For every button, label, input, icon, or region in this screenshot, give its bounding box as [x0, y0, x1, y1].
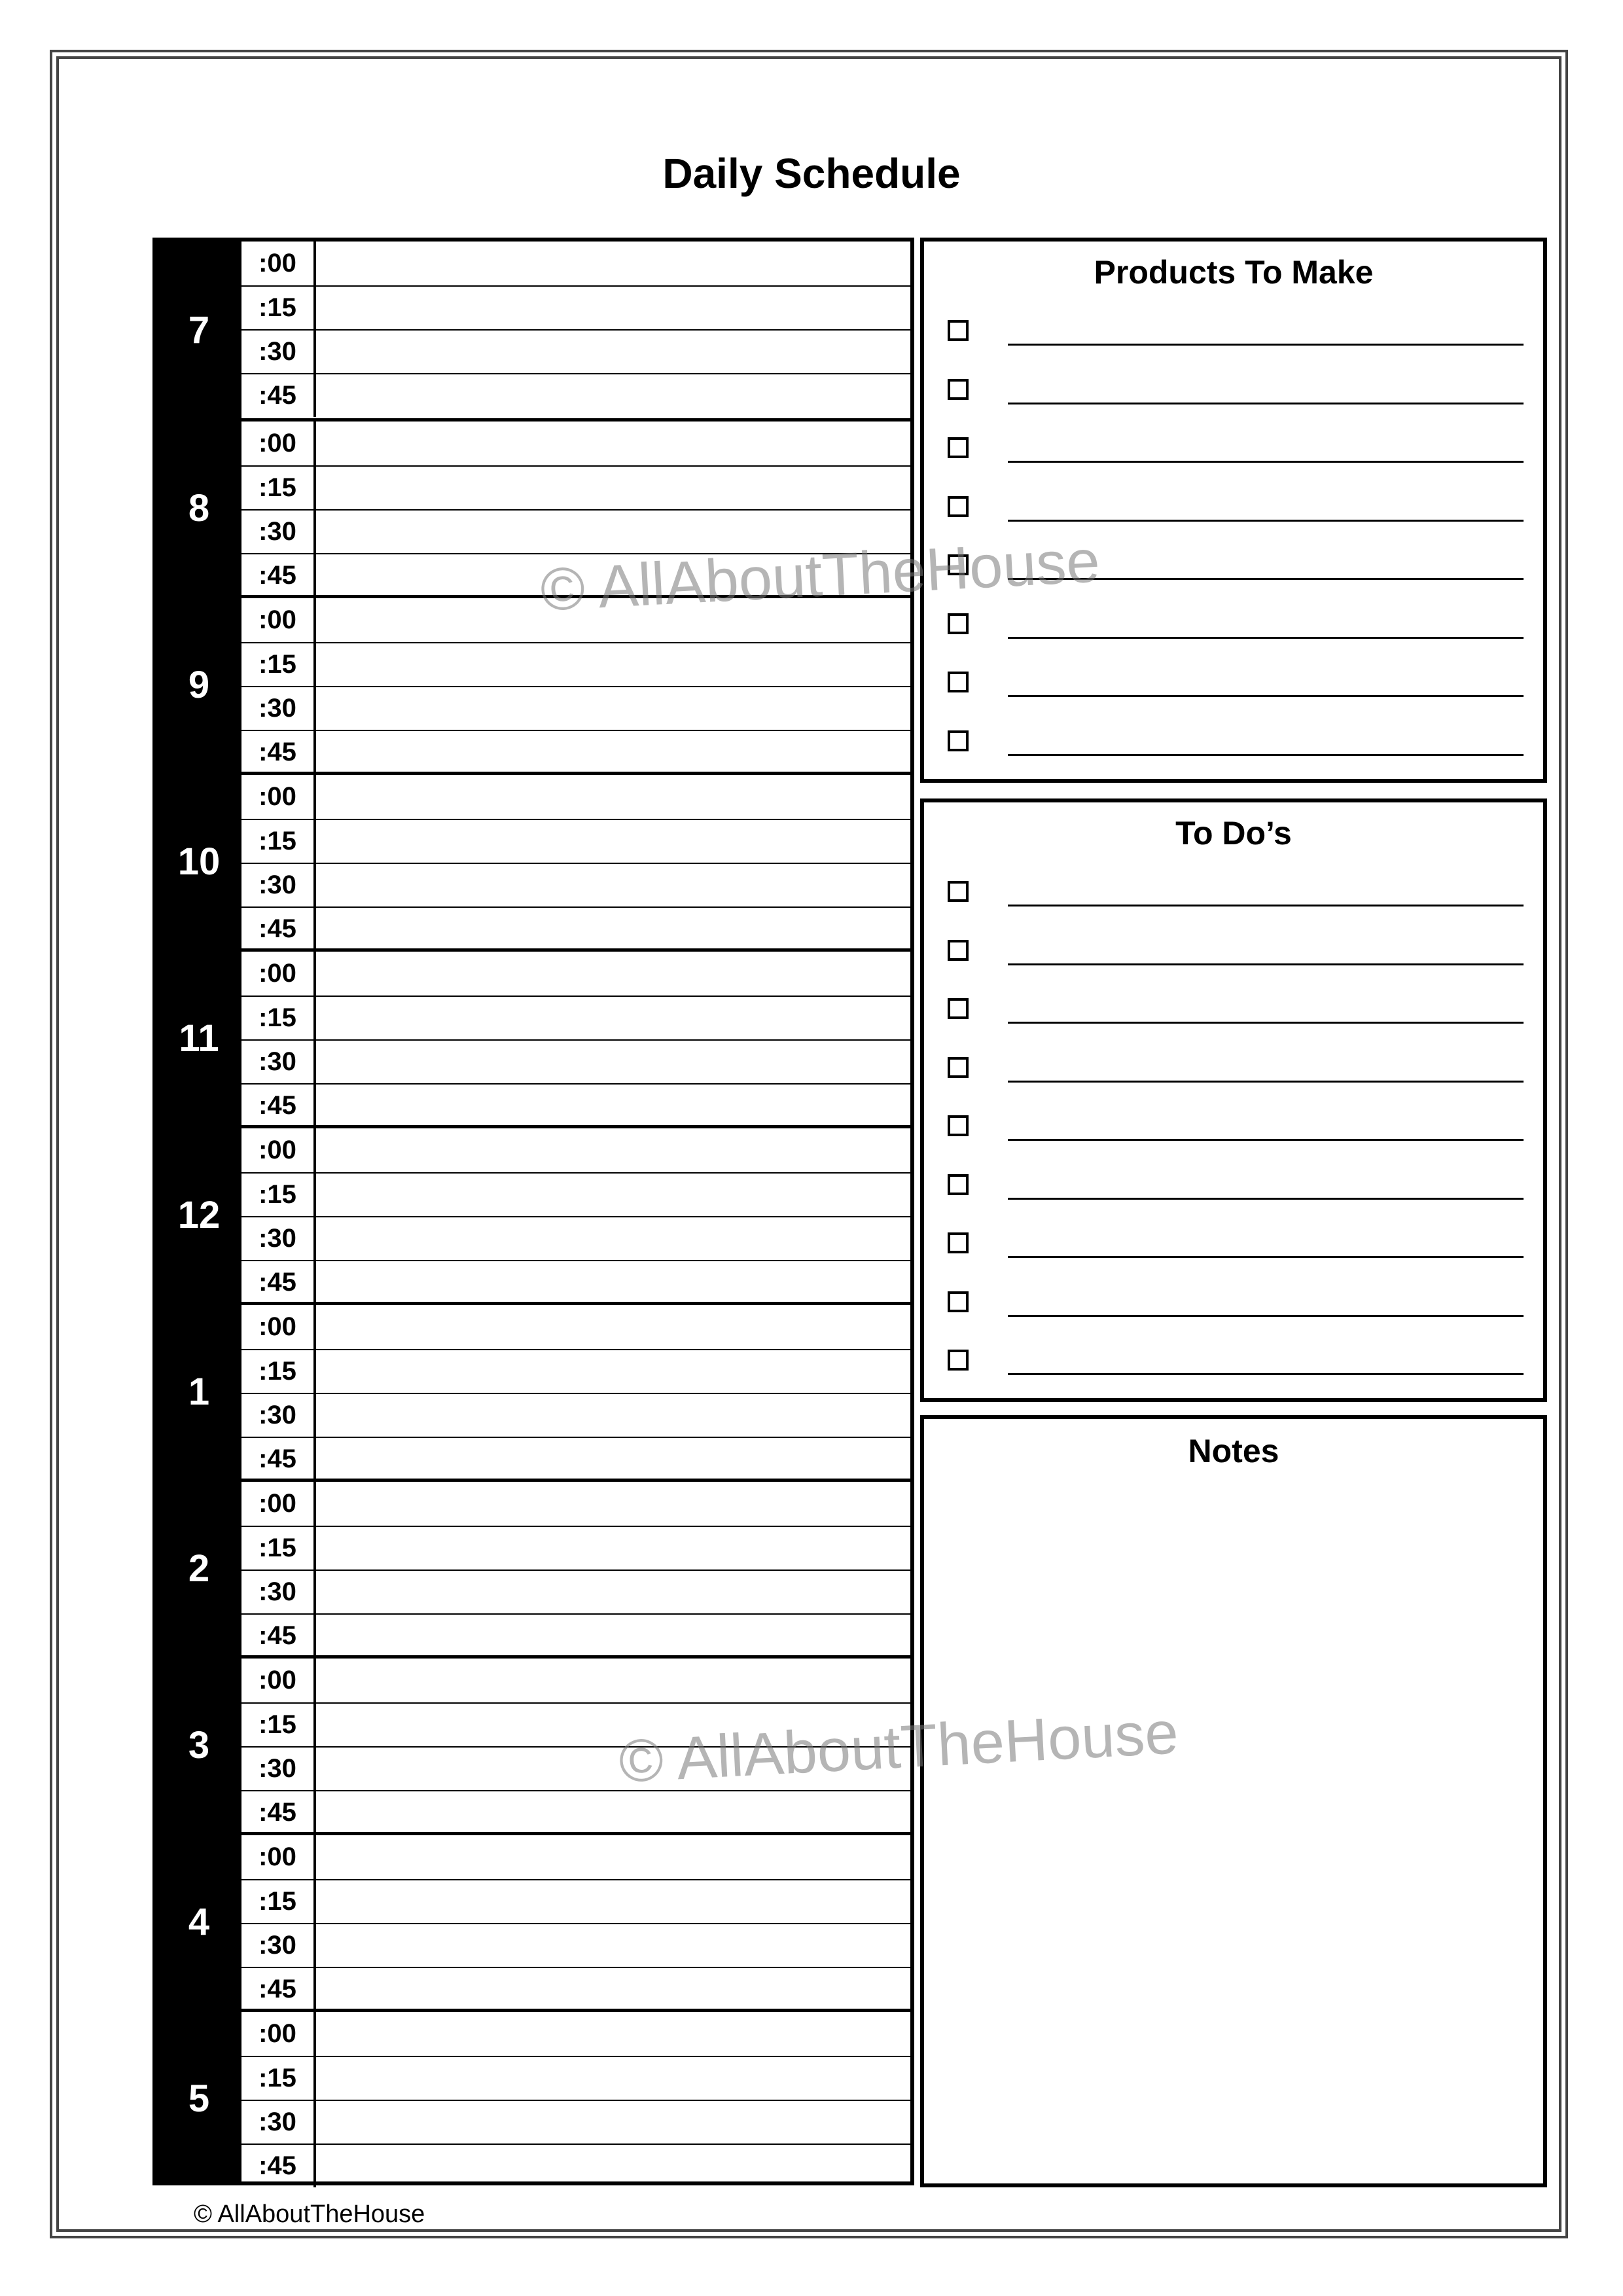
minute-label: :45: [241, 1791, 316, 1834]
todo-item: [948, 1342, 1524, 1381]
hour-block: [156, 1832, 910, 2009]
checkbox[interactable]: [948, 496, 969, 517]
checkbox[interactable]: [948, 881, 969, 902]
minute-label: :30: [241, 1748, 316, 1790]
checkbox[interactable]: [948, 554, 969, 575]
time-slot: [241, 1216, 910, 1260]
slot-entry-field[interactable]: [316, 1748, 910, 1790]
page-title: Daily Schedule: [662, 150, 961, 197]
write-line[interactable]: [1008, 963, 1524, 965]
write-line[interactable]: [1008, 637, 1524, 639]
time-slot: [241, 642, 910, 686]
write-line[interactable]: [1008, 1198, 1524, 1200]
time-slot: [241, 1393, 910, 1437]
write-line[interactable]: [1008, 403, 1524, 404]
hour-label: 4: [156, 1835, 241, 2009]
time-slot: [241, 2056, 910, 2100]
hour-block: [156, 1655, 910, 1832]
minute-label: :45: [241, 1261, 316, 1304]
time-slot: [241, 422, 910, 465]
checkbox[interactable]: [948, 998, 969, 1019]
slot-entry-field[interactable]: [316, 1128, 910, 1172]
products-panel: [920, 238, 1547, 783]
slot-entry-field[interactable]: [316, 1835, 910, 1879]
slot-entry-field[interactable]: [316, 554, 910, 597]
slot-entry-field[interactable]: [316, 820, 910, 863]
slot-entry-field[interactable]: [316, 1924, 910, 1967]
time-slot: [241, 1790, 910, 1834]
write-line[interactable]: [1008, 754, 1524, 756]
time-slot: [241, 952, 910, 996]
write-line[interactable]: [1008, 520, 1524, 522]
slot-entry-field[interactable]: [316, 242, 910, 285]
time-slot: [241, 598, 910, 642]
footer-copyright: © AllAboutTheHouse: [194, 2200, 425, 2228]
slot-entry-field[interactable]: [316, 1217, 910, 1260]
minute-label: :45: [241, 731, 316, 774]
minute-label: :30: [241, 1041, 316, 1083]
time-slot: [241, 1923, 910, 1967]
write-line[interactable]: [1008, 695, 1524, 697]
checkbox[interactable]: [948, 320, 969, 341]
time-slot: [241, 819, 910, 863]
minute-label: :45: [241, 554, 316, 597]
products-item: [948, 312, 1524, 351]
checkbox[interactable]: [948, 1291, 969, 1312]
slot-entry-field[interactable]: [316, 2057, 910, 2100]
slot-entry-field[interactable]: [316, 1968, 910, 2011]
schedule-grid: [152, 238, 914, 2185]
minute-label: :15: [241, 1880, 316, 1923]
minute-label: :15: [241, 1350, 316, 1393]
products-item: [948, 605, 1524, 645]
slot-entry-field[interactable]: [316, 422, 910, 465]
slot-entry-field[interactable]: [316, 374, 910, 417]
time-slot: [241, 373, 910, 417]
slot-entry-field[interactable]: [316, 952, 910, 996]
time-slot: [241, 1128, 910, 1172]
minute-label: :15: [241, 1527, 316, 1570]
time-slot: [241, 2144, 910, 2187]
watermark-bottom: © AllAboutTheHouse: [617, 1699, 1180, 1795]
hour-label: 9: [156, 598, 241, 772]
minute-label: :30: [241, 687, 316, 730]
time-slot: [241, 1083, 910, 1127]
minute-label: :30: [241, 2101, 316, 2144]
minute-label: :00: [241, 1835, 316, 1879]
minute-label: :30: [241, 331, 316, 373]
slot-entry-field[interactable]: [316, 643, 910, 686]
hour-label: 2: [156, 1482, 241, 1655]
minute-label: :00: [241, 1659, 316, 1702]
time-slot: [241, 1305, 910, 1349]
hour-label: 11: [156, 952, 241, 1125]
hour-label: 3: [156, 1659, 241, 1832]
write-line[interactable]: [1008, 1373, 1524, 1375]
time-slot: [241, 1659, 910, 1702]
minute-label: :15: [241, 643, 316, 686]
products-item: [948, 547, 1524, 586]
slot-entry-field[interactable]: [316, 511, 910, 553]
products-item: [948, 664, 1524, 703]
checkbox[interactable]: [948, 379, 969, 400]
minute-label: :30: [241, 1924, 316, 1967]
time-slot: [241, 1613, 910, 1657]
write-line[interactable]: [1008, 1315, 1524, 1317]
hour-block: [156, 418, 910, 595]
hour-block: [156, 772, 910, 948]
time-slot: [241, 1702, 910, 1746]
minute-label: :00: [241, 952, 316, 996]
time-slot: [241, 553, 910, 597]
hour-block: [156, 2009, 910, 2185]
minute-label: :30: [241, 1394, 316, 1437]
minute-label: :45: [241, 908, 316, 950]
time-slot: [241, 996, 910, 1039]
slot-entry-field[interactable]: [316, 598, 910, 642]
slot-entry-field[interactable]: [316, 1041, 910, 1083]
todo-item: [948, 1283, 1524, 1323]
time-slot: [241, 329, 910, 373]
time-slot: [241, 242, 910, 285]
write-line[interactable]: [1008, 1256, 1524, 1258]
products-item: [948, 723, 1524, 762]
todo-item: [948, 1107, 1524, 1147]
time-slot: [241, 2100, 910, 2144]
minute-label: :15: [241, 820, 316, 863]
slot-entry-field[interactable]: [316, 1438, 910, 1480]
slot-entry-field[interactable]: [316, 997, 910, 1039]
minute-label: :00: [241, 2012, 316, 2056]
slot-entry-field[interactable]: [316, 2145, 910, 2187]
products-item: [948, 429, 1524, 469]
time-slot: [241, 1746, 910, 1790]
checkbox[interactable]: [948, 437, 969, 458]
hour-block: [156, 595, 910, 772]
minute-label: :00: [241, 1482, 316, 1526]
minute-label: :00: [241, 242, 316, 285]
hour-label: 5: [156, 2012, 241, 2185]
time-slot: [241, 1349, 910, 1393]
time-slot: [241, 906, 910, 950]
hour-label: 12: [156, 1128, 241, 1302]
hour-label: 1: [156, 1305, 241, 1479]
slot-entry-field[interactable]: [316, 908, 910, 950]
products-item: [948, 488, 1524, 528]
slot-entry-field[interactable]: [316, 1791, 910, 1834]
hour-label: 10: [156, 775, 241, 948]
slot-entry-field[interactable]: [316, 687, 910, 730]
time-slot: [241, 285, 910, 329]
minute-label: :30: [241, 1571, 316, 1613]
time-slot: [241, 465, 910, 509]
time-slot: [241, 730, 910, 774]
hour-label: 8: [156, 422, 241, 595]
slot-entry-field[interactable]: [316, 1085, 910, 1127]
minute-label: :00: [241, 1128, 316, 1172]
notes-area[interactable]: [937, 1491, 1530, 2170]
time-slot: [241, 1967, 910, 2011]
write-line[interactable]: [1008, 344, 1524, 346]
slot-entry-field[interactable]: [316, 1659, 910, 1702]
slot-entry-field[interactable]: [316, 1704, 910, 1746]
time-slot: [241, 1437, 910, 1480]
minute-label: :15: [241, 1704, 316, 1746]
notes-title: Notes: [1188, 1433, 1279, 1469]
minute-label: :45: [241, 374, 316, 417]
todo-item: [948, 1166, 1524, 1206]
write-line[interactable]: [1008, 1022, 1524, 1024]
minute-label: :00: [241, 598, 316, 642]
todo-item: [948, 990, 1524, 1030]
write-line[interactable]: [1008, 1081, 1524, 1083]
products-item: [948, 371, 1524, 410]
checkbox[interactable]: [948, 613, 969, 634]
minute-label: :45: [241, 2145, 316, 2187]
slot-entry-field[interactable]: [316, 1482, 910, 1526]
slot-entry-field[interactable]: [316, 2012, 910, 2056]
slot-entry-field[interactable]: [316, 1305, 910, 1349]
slot-entry-field[interactable]: [316, 1527, 910, 1570]
minute-label: :00: [241, 1305, 316, 1349]
minute-label: :30: [241, 1217, 316, 1260]
checkbox[interactable]: [948, 730, 969, 751]
time-slot: [241, 2012, 910, 2056]
time-slot: [241, 863, 910, 906]
slot-entry-field[interactable]: [316, 467, 910, 509]
minute-label: :15: [241, 287, 316, 329]
products-title: Products To Make: [1094, 254, 1374, 291]
todo-item: [948, 873, 1524, 912]
slot-entry-field[interactable]: [316, 331, 910, 373]
time-slot: [241, 1172, 910, 1216]
time-slot: [241, 1526, 910, 1570]
minute-label: :45: [241, 1968, 316, 2011]
checkbox[interactable]: [948, 1232, 969, 1253]
todo-item: [948, 1225, 1524, 1264]
watermark-top: © AllAboutTheHouse: [539, 528, 1101, 624]
todo-item: [948, 932, 1524, 971]
slot-entry-field[interactable]: [316, 775, 910, 819]
slot-entry-field[interactable]: [316, 1571, 910, 1613]
todos-panel: [920, 798, 1547, 1402]
checkbox[interactable]: [948, 1174, 969, 1195]
slot-entry-field[interactable]: [316, 1615, 910, 1657]
slot-entry-field[interactable]: [316, 864, 910, 906]
hour-block: [156, 1125, 910, 1302]
hour-block: [156, 242, 910, 418]
checkbox[interactable]: [948, 1350, 969, 1371]
hour-block: [156, 1479, 910, 1655]
slot-entry-field[interactable]: [316, 731, 910, 774]
slot-entry-field[interactable]: [316, 1880, 910, 1923]
minute-label: :15: [241, 1174, 316, 1216]
notes-panel: [920, 1415, 1547, 2187]
write-line[interactable]: [1008, 578, 1524, 580]
minute-label: :45: [241, 1085, 316, 1127]
time-slot: [241, 1482, 910, 1526]
time-slot: [241, 1570, 910, 1613]
write-line[interactable]: [1008, 905, 1524, 906]
write-line[interactable]: [1008, 461, 1524, 463]
slot-entry-field[interactable]: [316, 1350, 910, 1393]
hour-block: [156, 1302, 910, 1479]
minute-label: :00: [241, 775, 316, 819]
hour-label: 7: [156, 242, 241, 418]
slot-entry-field[interactable]: [316, 2101, 910, 2144]
todos-title: To Do’s: [1175, 815, 1292, 852]
slot-entry-field[interactable]: [316, 1174, 910, 1216]
minute-label: :45: [241, 1438, 316, 1480]
write-line[interactable]: [1008, 1139, 1524, 1141]
checkbox[interactable]: [948, 1115, 969, 1136]
minute-label: :15: [241, 467, 316, 509]
todo-item: [948, 1049, 1524, 1088]
time-slot: [241, 509, 910, 553]
slot-entry-field[interactable]: [316, 287, 910, 329]
minute-label: :15: [241, 2057, 316, 2100]
minute-label: :30: [241, 511, 316, 553]
checkbox[interactable]: [948, 940, 969, 961]
hour-block: [156, 948, 910, 1125]
slot-entry-field[interactable]: [316, 1261, 910, 1304]
checkbox[interactable]: [948, 1057, 969, 1078]
minute-label: :15: [241, 997, 316, 1039]
time-slot: [241, 775, 910, 819]
time-slot: [241, 686, 910, 730]
minute-label: :30: [241, 864, 316, 906]
time-slot: [241, 1260, 910, 1304]
time-slot: [241, 1835, 910, 1879]
checkbox[interactable]: [948, 672, 969, 692]
slot-entry-field[interactable]: [316, 1394, 910, 1437]
time-slot: [241, 1879, 910, 1923]
time-slot: [241, 1039, 910, 1083]
minute-label: :00: [241, 422, 316, 465]
minute-label: :45: [241, 1615, 316, 1657]
